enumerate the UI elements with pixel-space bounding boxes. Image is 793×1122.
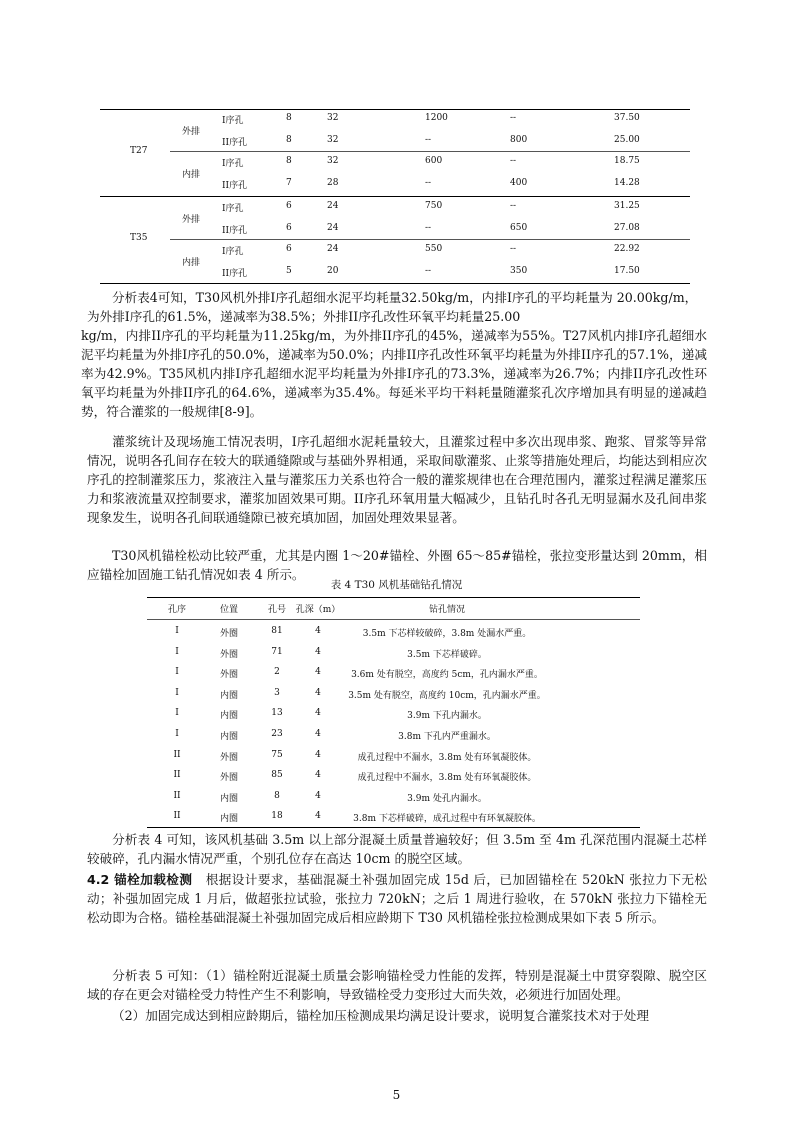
table-cell: 内圈 (219, 793, 239, 804)
section-4-2-anchor-load-test: 4.2 锚栓加载检测 根据设计要求，基础混凝土补强加固完成 15d 后，已加固锚栓在 520kN 张拉力下无松动；补强加固完成 1 月后，做超张拉试验，张拉力 720kN；之后 1 周进行验收，在 570kN 张拉力下锚栓无松动即为合格。锚栓基础混凝土补强加固完成后相应龄期下 T30 风机锚栓张拉检测成果如下表 5 所示。 (87, 872, 707, 925)
paragraph-conclusion-2: （2）加固完成达到相应龄期后，锚栓加压检测成果均满足设计要求，说明复合灌浆技术对于处理 (112, 1008, 649, 1023)
table-cell-order: II序孔 (222, 225, 248, 236)
column-header: 钻孔情况 (428, 605, 466, 615)
table-cell-c1: 6 (286, 200, 292, 211)
table-row (100, 174, 690, 196)
table-cell: 4 (315, 667, 321, 678)
section-heading: 4.2 锚栓加载检测 (87, 872, 193, 887)
table-cell: I (175, 729, 179, 739)
table-cell: 4 (315, 811, 321, 822)
column-header: 孔号 (267, 605, 287, 615)
table-cell: 外圈 (219, 670, 239, 681)
table-row (100, 131, 690, 153)
table-cell: I (175, 687, 179, 698)
table-cell-c3: 600 (425, 156, 443, 167)
table-cell: I (175, 646, 179, 657)
table-cell-c3: 1200 (425, 113, 448, 123)
table-cell-c2: 32 (327, 113, 339, 123)
table-cell-c2: 32 (327, 156, 339, 167)
table4-header-rule (147, 619, 640, 620)
table-cell-c1: 8 (286, 156, 292, 167)
table-cell-c5: 31.25 (614, 200, 640, 211)
table-cell: 外圈 (219, 752, 239, 763)
table-cell-c3: -- (425, 222, 432, 233)
paragraph-t30-loosening: T30风机锚栓松动比较严重，尤其是内圈 1～20#锚栓、外圈 65～85#锚栓，张拉变形量达到 20mm，相应锚栓加固施工钻孔情况如表 4 所示。 (87, 548, 707, 582)
table4-caption: 表 4 T30 风机基础钻孔情况 (330, 579, 463, 591)
table-cell: 3.8m 下孔内严重漏水。 (398, 732, 496, 742)
table-cell-c4: -- (510, 113, 517, 123)
table-row (100, 219, 690, 244)
table-row (147, 621, 640, 643)
table-cell-c3: -- (425, 178, 432, 189)
table-cell: 4 (315, 790, 321, 801)
table-cell-c4: 650 (510, 222, 528, 233)
column-header: 孔深（m） (295, 605, 341, 615)
table-cell: 4 (315, 626, 321, 636)
table-cell-c1: 6 (286, 244, 292, 255)
row-position: 内排 (182, 258, 201, 269)
table-cell-c5: 22.92 (614, 244, 640, 255)
table-row (100, 109, 690, 137)
table-cell: 3.9m 处孔内漏水。 (407, 793, 487, 804)
table-cell-c1: 8 (286, 134, 292, 145)
table-cell: 内圈 (219, 732, 239, 742)
table-cell: I (175, 626, 179, 636)
table-cell: II (173, 749, 181, 760)
table-cell: II (173, 811, 181, 822)
table-cell: 3.8m 下芯样破碎，成孔过程中有环氧凝胶体。 (353, 814, 541, 825)
table-row (147, 683, 640, 705)
paragraph-analysis-table4b: 分析表 4 可知，该风机基础 3.5m 以上部分混凝土质量普遍较好；但 3.5m 至 4m 孔深范围内混凝土芯样较破碎，孔内漏水情况严重，个别孔位存在高达 10cm 的脱空区域。 (87, 832, 707, 866)
table-cell: 18 (271, 811, 283, 822)
table-cell: 13 (271, 708, 283, 719)
table-cell: 4 (315, 646, 321, 657)
table-cell-c5: 17.50 (614, 265, 640, 276)
table-cell-order: II序孔 (222, 181, 248, 192)
table-cell-c1: 6 (286, 222, 292, 233)
table-cell: 内圈 (219, 814, 239, 825)
table-cell: 成孔过程中不漏水，3.8m 处有环氧凝胶体。 (357, 752, 537, 763)
table-cell-c4: 800 (510, 134, 528, 145)
table-row (100, 262, 690, 284)
table-cell-order: I序孔 (222, 247, 244, 258)
table-cell: 4 (315, 708, 321, 719)
table-row (100, 197, 690, 225)
table-cell: 内圈 (219, 711, 239, 722)
table-cell: 3 (274, 687, 280, 698)
table-cell-order: II序孔 (222, 268, 248, 279)
table-cell: 4 (315, 749, 321, 760)
row-position: 外排 (182, 214, 201, 225)
table-row (147, 786, 640, 808)
table-row (100, 152, 690, 181)
page-number: 5 (392, 1088, 401, 1102)
paragraph-analysis-table4: 分析表4可知，T30风机外排I序孔超细水泥平均耗量32.50kg/m，内排I序孔的平均耗量为 20.00kg/m， 为外排I序孔的61.5%，递减率为38.5%；外排II序孔改性环氧平均耗量25.00 kg/m，内排II序孔的平均耗量为11.25kg/m，为外排II序孔的45%，递减率为55%。T27风机内排I序孔超细水泥平均耗量为外排I序孔的50.0%，递减率为50.0%；内排II序孔改性环氧平均耗量为外排II序孔的57.1%，递减率为42.9%。T35风机内排I序孔超细水泥平均耗量为外排I序孔的73.3%，递减率为26.7%；内排II序孔改性环氧平均耗量为外排II序孔的64.6%，递减率为35.4%。每延米平均干料耗量随灌浆孔次序增加具有明显的递减趋势，符合灌浆的一般规律[8-9]。 (81, 290, 707, 419)
table-row (147, 745, 640, 767)
table-cell-c1: 8 (286, 113, 292, 123)
table-row (147, 662, 640, 684)
turbine-label: T27 (130, 145, 148, 156)
table-cell: I (175, 708, 179, 719)
table-cell: 2 (274, 667, 280, 678)
table-cell: 内圈 (219, 690, 239, 701)
table-cell: 81 (271, 626, 283, 636)
table-header (147, 597, 640, 619)
table3-mid-rule (100, 196, 690, 197)
table-cell: 3.6m 处有脱空，高度约 5cm，孔内漏水严重。 (351, 670, 543, 681)
table-cell: 3.5m 处有脱空，高度约 10cm，孔内漏水严重。 (348, 690, 546, 701)
table-cell: 4 (315, 729, 321, 739)
table-cell-order: I序孔 (222, 159, 244, 170)
table-row (147, 703, 640, 725)
table-cell-c3: 750 (425, 200, 443, 211)
table-cell: 3.9m 下孔内漏水。 (407, 711, 487, 722)
table-cell-c4: -- (510, 200, 517, 211)
table-row (147, 724, 640, 746)
table-cell-c2: 24 (327, 244, 339, 255)
table-cell: 8 (274, 790, 280, 801)
table-cell-c2: 28 (327, 178, 339, 189)
table-cell-c3: -- (425, 134, 432, 145)
table-cell: I (175, 667, 179, 678)
table-cell: 3.5m 下芯样较破碎，3.8m 处漏水严重。 (362, 629, 532, 639)
table-cell: 外圈 (219, 649, 239, 660)
table-cell-c5: 18.75 (614, 156, 640, 167)
table-row (100, 240, 690, 269)
table-cell: II (173, 790, 181, 801)
table-cell-c5: 14.28 (614, 178, 640, 189)
table-cell-c4: -- (510, 156, 517, 167)
table-cell-c1: 5 (286, 265, 292, 276)
column-header: 孔序 (167, 605, 187, 615)
table-cell: 4 (315, 770, 321, 781)
table-row (147, 765, 640, 787)
table-cell: 3.5m 下芯样破碎。 (407, 649, 487, 660)
table-cell: 成孔过程中不漏水，3.8m 处有环氧凝胶体。 (357, 773, 537, 784)
table-cell-c4: 350 (510, 265, 528, 276)
row-position: 内排 (182, 170, 201, 181)
table-cell-c3: -- (425, 265, 432, 276)
table-cell-c2: 24 (327, 222, 339, 233)
table-cell-order: I序孔 (222, 116, 244, 126)
table-cell: 23 (271, 729, 283, 739)
table-cell-c2: 20 (327, 265, 339, 276)
table-cell: 外圈 (219, 773, 239, 784)
row-position: 外排 (182, 126, 201, 137)
table-cell-c4: 400 (510, 178, 528, 189)
table-cell-c1: 7 (286, 178, 292, 189)
table-cell-c5: 27.08 (614, 222, 640, 233)
table-cell: 外圈 (219, 629, 239, 639)
table-cell: 75 (271, 749, 283, 760)
table-cell-c2: 32 (327, 134, 339, 145)
table-row (147, 806, 640, 828)
paragraph-analysis-table5: 分析表 5 可知：（1）锚栓附近混凝土质量会影响锚栓受力性能的发挥，特别是混凝土中贯穿裂隙、脱空区域的存在更会对锚栓受力特性产生不利影响，导致锚栓受力变形过大而失效，必须进行加固处理。 (87, 968, 707, 1002)
table-cell-c5: 37.50 (614, 113, 640, 123)
table-cell-order: I序孔 (222, 203, 244, 214)
turbine-label: T35 (130, 233, 148, 244)
table-cell: 71 (271, 646, 283, 657)
table-cell-order: II序孔 (222, 137, 248, 148)
table-cell: 85 (271, 770, 283, 781)
column-header: 位置 (219, 605, 239, 615)
table-cell: II (173, 770, 181, 781)
table-cell: 4 (315, 687, 321, 698)
table-cell-c3: 550 (425, 244, 443, 255)
table3-bottom-rule (100, 283, 690, 284)
table-cell-c5: 25.00 (614, 134, 640, 145)
table-cell-c4: -- (510, 244, 517, 255)
table-cell-c2: 24 (327, 200, 339, 211)
table-row (147, 642, 640, 664)
paragraph-grouting-stats: 灌浆统计及现场施工情况表明，I序孔超细水泥耗量较大，且灌浆过程中多次出现串浆、跑浆、冒浆等异常情况，说明各孔间存在较大的联通缝隙或与基础外界相通，采取间歇灌浆、止浆等措施处理后，均能达到相应次序孔的控制灌浆压力，浆液注入量与灌浆压力关系也符合一般的灌浆规律也在合理范围内，灌浆过程满足灌浆压力和浆液流量双控制要求，灌浆加固效果可期。II序孔环氧用量大幅减少，且钻孔时各孔无明显漏水及孔间串浆现象发生，说明各孔间联通缝隙已被充填加固，加固处理效果显著。 (87, 434, 707, 525)
table4-bottom-rule (147, 827, 640, 828)
